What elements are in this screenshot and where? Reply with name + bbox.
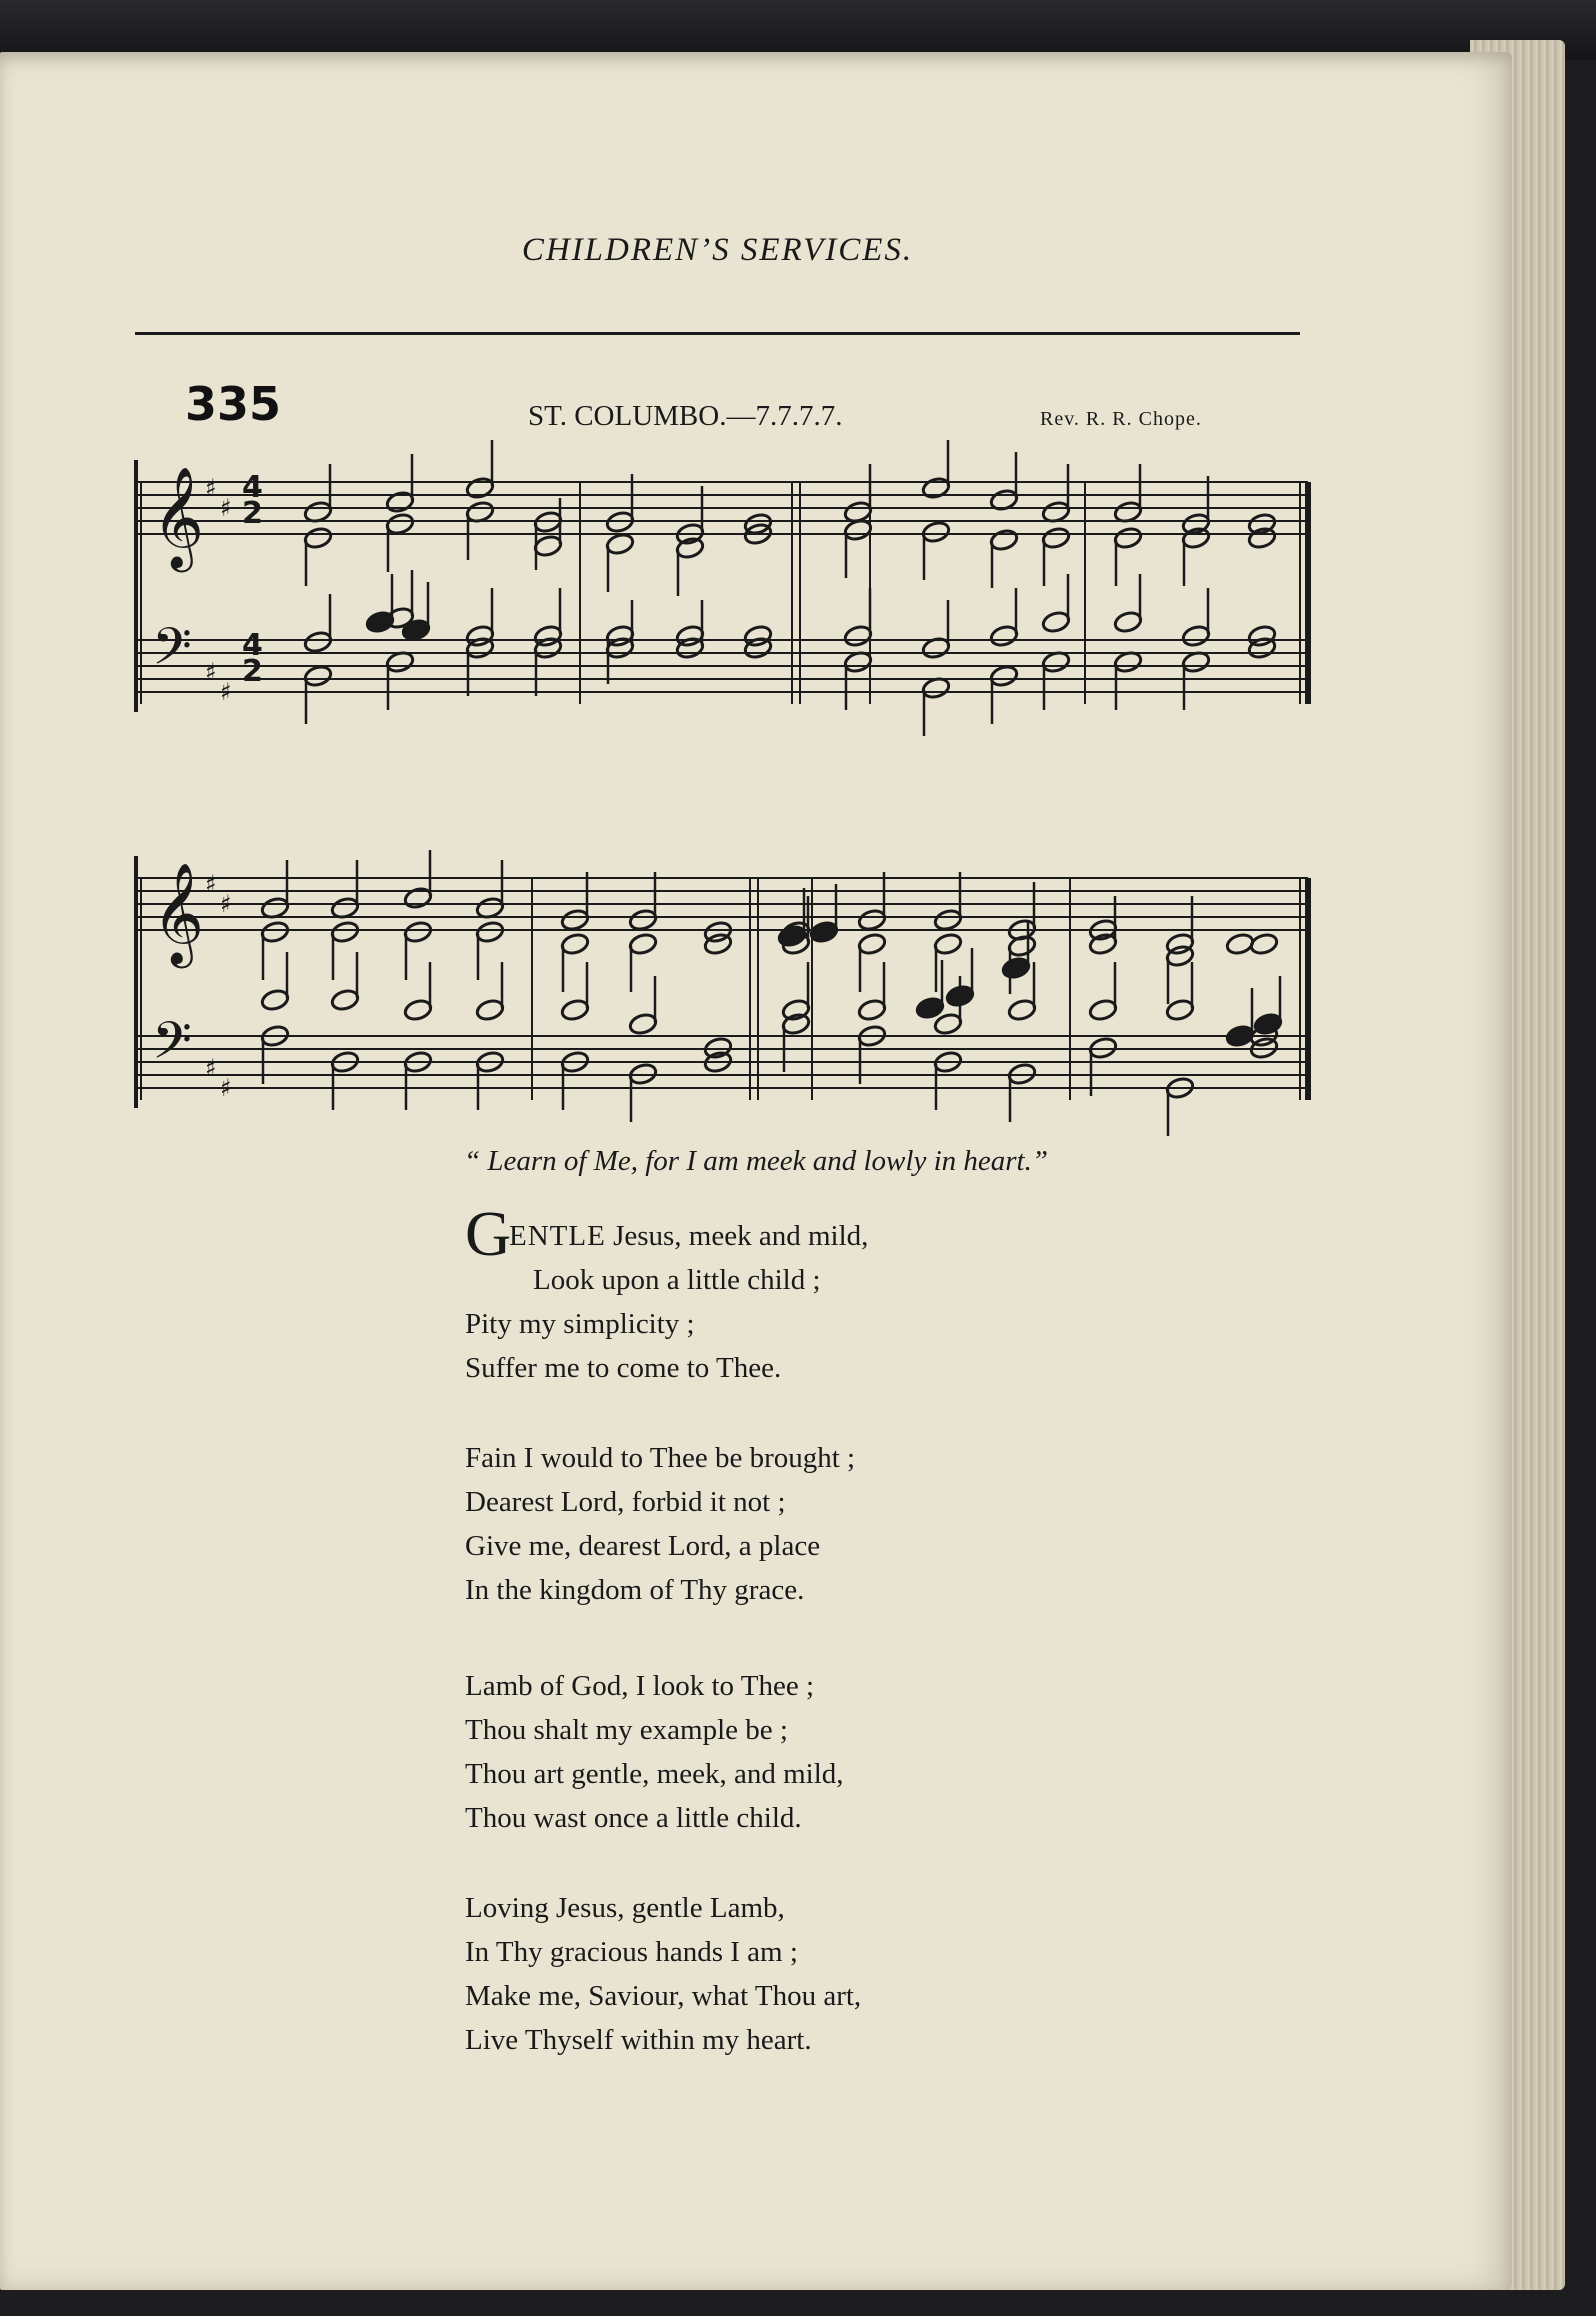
note-head bbox=[330, 920, 360, 944]
time-signature-bottom: 2 bbox=[242, 496, 263, 531]
quarter-note bbox=[401, 618, 431, 642]
quarter-note bbox=[365, 610, 395, 634]
note-head bbox=[857, 998, 887, 1022]
verse-1 bbox=[465, 1214, 868, 1390]
note-head bbox=[989, 664, 1019, 688]
note-head bbox=[403, 998, 433, 1022]
sharp-icon: ♯ bbox=[205, 474, 217, 502]
treble-clef-icon: 𝄞 bbox=[152, 465, 205, 568]
note-head bbox=[1113, 610, 1143, 634]
sharp-icon: ♯ bbox=[205, 870, 217, 898]
treble-clef-icon: 𝄞 bbox=[152, 861, 205, 964]
note-head bbox=[533, 624, 563, 648]
note-head bbox=[843, 624, 873, 648]
quarter-note bbox=[777, 924, 807, 948]
note-head bbox=[465, 624, 495, 648]
note-head bbox=[1041, 610, 1071, 634]
note-head bbox=[605, 532, 635, 556]
quarter-note bbox=[945, 984, 975, 1008]
note-head bbox=[933, 932, 963, 956]
note-head bbox=[857, 908, 887, 932]
verse-line: Thou shalt my example be ; bbox=[465, 1714, 788, 1746]
tune-title: ST. COLUMBO.—7.7.7.7. bbox=[528, 400, 843, 432]
note-head bbox=[703, 932, 733, 956]
note-head bbox=[628, 908, 658, 932]
note-head bbox=[330, 988, 360, 1012]
note-head bbox=[1113, 526, 1143, 550]
verse-line: Fain I would to Thee be brought ; bbox=[465, 1442, 856, 1474]
note-head bbox=[560, 908, 590, 932]
note-head bbox=[628, 1012, 658, 1036]
note-head bbox=[303, 630, 333, 654]
quarter-note bbox=[1001, 956, 1031, 980]
note-head bbox=[933, 1012, 963, 1036]
sharp-icon: ♯ bbox=[220, 494, 232, 522]
note-head bbox=[260, 988, 290, 1012]
verse-2 bbox=[465, 1436, 855, 1612]
quarter-note bbox=[915, 996, 945, 1020]
note-head bbox=[560, 998, 590, 1022]
note-head bbox=[465, 476, 495, 500]
first-line-rest: Jesus, meek and mild, bbox=[605, 1220, 869, 1252]
book-page bbox=[0, 52, 1512, 2290]
verse-line: Dearest Lord, forbid it not ; bbox=[465, 1486, 786, 1518]
verse-line: Make me, Saviour, what Thou art, bbox=[465, 1980, 862, 2012]
note-head bbox=[385, 490, 415, 514]
note-head bbox=[403, 886, 433, 910]
note-head bbox=[989, 528, 1019, 552]
sharp-icon: ♯ bbox=[220, 1074, 232, 1102]
note-head bbox=[403, 920, 433, 944]
note-head bbox=[989, 624, 1019, 648]
note-head bbox=[385, 512, 415, 536]
note-head bbox=[303, 526, 333, 550]
note-head bbox=[1165, 944, 1195, 968]
sharp-icon: ♯ bbox=[205, 658, 217, 686]
verse-line: Thou art gentle, meek, and mild, bbox=[465, 1758, 844, 1790]
time-signature-top: 4 bbox=[242, 628, 263, 663]
time-signature-top: 4 bbox=[242, 470, 263, 505]
epigraph-quote: “ Learn of Me, for I am meek and lowly in heart.” bbox=[464, 1145, 1048, 1177]
note-head bbox=[628, 932, 658, 956]
note-head bbox=[475, 920, 505, 944]
hymn-number: 335 bbox=[185, 377, 282, 431]
sharp-icon: ♯ bbox=[205, 1054, 217, 1082]
verse-line: Lamb of God, I look to Thee ; bbox=[465, 1670, 815, 1702]
note-head bbox=[675, 624, 705, 648]
verse-line: Live Thyself within my heart. bbox=[465, 2024, 812, 2056]
first-word-caps: ENTLE bbox=[509, 1220, 606, 1252]
note-head bbox=[933, 908, 963, 932]
verse-4 bbox=[465, 1886, 861, 2062]
quarter-note bbox=[1225, 1024, 1255, 1048]
note-head bbox=[1088, 998, 1118, 1022]
running-head: CHILDREN’S SERVICES. bbox=[521, 232, 914, 268]
verse-line: Look upon a little child ; bbox=[533, 1264, 821, 1296]
note-head bbox=[1181, 624, 1211, 648]
note-head bbox=[1041, 526, 1071, 550]
verse-line bbox=[465, 1214, 868, 1258]
verse-line: Loving Jesus, gentle Lamb, bbox=[465, 1892, 785, 1924]
sharp-icon: ♯ bbox=[220, 678, 232, 706]
quarter-note bbox=[1253, 1012, 1283, 1036]
music-score bbox=[0, 52, 1512, 1152]
note-head bbox=[743, 624, 773, 648]
time-signature-bottom: 2 bbox=[242, 654, 263, 689]
verse-line: Suffer me to come to Thee. bbox=[465, 1352, 782, 1384]
verse-line: Give me, dearest Lord, a place bbox=[465, 1530, 821, 1562]
sharp-icon: ♯ bbox=[220, 890, 232, 918]
note-head bbox=[303, 664, 333, 688]
note-head bbox=[921, 476, 951, 500]
bass-clef-icon: 𝄢 bbox=[152, 1010, 192, 1083]
book-cover-edge bbox=[0, 0, 1596, 60]
note-head bbox=[475, 998, 505, 1022]
quarter-note bbox=[809, 920, 839, 944]
verse-line: Pity my simplicity ; bbox=[465, 1308, 695, 1340]
note-head bbox=[560, 932, 590, 956]
note-head bbox=[1007, 998, 1037, 1022]
note-head bbox=[1247, 624, 1277, 648]
note-head bbox=[921, 520, 951, 544]
note-head bbox=[260, 920, 290, 944]
composer-credit: Rev. R. R. Chope. bbox=[1040, 408, 1202, 430]
drop-cap: G bbox=[465, 1198, 512, 1269]
note-head bbox=[857, 932, 887, 956]
verse-line: In Thy gracious hands I am ; bbox=[465, 1936, 798, 1968]
verse-3 bbox=[465, 1664, 844, 1840]
bass-clef-icon: 𝄢 bbox=[152, 616, 192, 689]
note-head bbox=[1165, 998, 1195, 1022]
verse-line: In the kingdom of Thy grace. bbox=[465, 1574, 805, 1606]
verse-line: Thou wast once a little child. bbox=[465, 1802, 802, 1834]
note-head bbox=[533, 534, 563, 558]
